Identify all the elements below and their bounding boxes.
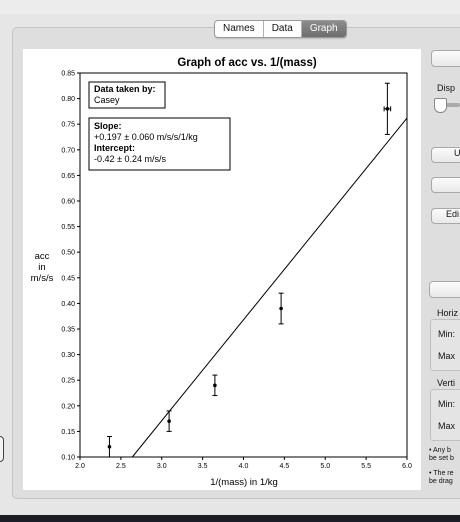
- note-2-line-1: • The re: [429, 470, 454, 477]
- x-tick-label: 2.5: [116, 463, 126, 470]
- horizontal-axis-box: [430, 319, 460, 371]
- y-tick-label: 0.65: [61, 172, 75, 180]
- y-tick-label: 0.20: [61, 403, 75, 411]
- data-marker: [279, 307, 283, 311]
- x-tick-label: 3.5: [197, 463, 208, 470]
- intercept-value: -0.42 ± 0.24 m/s/s: [94, 154, 166, 164]
- y-tick-label: 0.85: [61, 70, 75, 78]
- data-point: [279, 293, 284, 324]
- data-point: [384, 83, 391, 134]
- data-taken-name: Casey: [94, 95, 120, 105]
- horizontal-axis-label: Horiz: [437, 308, 459, 318]
- y-tick-label: 0.25: [61, 377, 75, 385]
- slope-label: Slope:: [94, 121, 122, 131]
- vertical-max-label: Max: [438, 421, 456, 431]
- horizontal-min-label: Min:: [438, 329, 456, 339]
- y-tick-label: 0.35: [61, 326, 75, 334]
- y-tick-label: 0.40: [61, 300, 75, 308]
- vertical-axis-label: Verti: [437, 378, 456, 388]
- y-tick-label: 0.30: [61, 352, 75, 360]
- data-point: [107, 437, 112, 457]
- x-tick-label: 5.5: [361, 463, 371, 470]
- toolbar-button-1[interactable]: [431, 50, 460, 67]
- y-axis-label-line-2: in: [38, 262, 46, 273]
- y-tick-label: 0.80: [61, 96, 75, 104]
- graph-panel: [23, 49, 421, 490]
- u-button-label: U: [454, 148, 460, 158]
- tab-graph[interactable]: Graph: [302, 21, 346, 37]
- bottom-dock-bar: [0, 515, 460, 522]
- vertical-axis-box: [430, 389, 460, 441]
- data-marker: [108, 445, 112, 449]
- y-axis-label-line-3: m/s/s: [30, 273, 54, 284]
- window-top-band: [0, 0, 460, 14]
- y-tick-label: 0.60: [61, 198, 75, 206]
- data-taken-box: [89, 82, 165, 108]
- data-taken-label: Data taken by:: [94, 84, 156, 94]
- fit-results-box: [89, 118, 230, 170]
- slope-value: +0.197 ± 0.060 m/s/s/1/kg: [94, 132, 198, 142]
- x-tick-label: 2.0: [75, 463, 85, 470]
- tab-names[interactable]: Names: [215, 21, 264, 37]
- left-edge-handle[interactable]: [0, 436, 4, 462]
- display-slider-knob[interactable]: [434, 98, 447, 113]
- acc-vs-inverse-mass-chart: [23, 49, 421, 490]
- y-tick-label: 0.45: [61, 275, 75, 283]
- x-tick-label: 6.0: [402, 463, 412, 470]
- data-marker: [213, 384, 217, 388]
- x-tick-label: 4.0: [238, 463, 249, 470]
- y-tick-label: 0.55: [61, 224, 75, 232]
- display-label: Disp: [437, 83, 456, 93]
- y-tick-label: 0.50: [61, 249, 75, 257]
- vertical-min-label: Min:: [438, 399, 456, 409]
- y-tick-label: 0.70: [61, 147, 75, 155]
- y-axis-ticks: [61, 71, 80, 462]
- y-tick-label: 0.10: [61, 454, 75, 462]
- y-axis-label-line-1: acc: [34, 251, 50, 262]
- y-tick-label: 0.15: [61, 428, 75, 436]
- edit-button[interactable]: [431, 208, 460, 224]
- x-tick-label: 4.5: [279, 463, 290, 470]
- note-1-line-2: be set b: [429, 455, 454, 462]
- view-tabs: [214, 20, 347, 38]
- x-tick-label: 5.0: [320, 463, 331, 470]
- intercept-label: Intercept:: [94, 143, 136, 153]
- data-marker: [386, 107, 390, 111]
- toolbar-button-2[interactable]: [431, 177, 460, 193]
- data-point: [212, 375, 217, 395]
- data-marker: [167, 419, 171, 423]
- note-1-line-1: • Any b: [429, 447, 451, 454]
- x-axis-label: 1/(mass) in 1/kg: [210, 477, 278, 488]
- x-tick-label: 3.0: [156, 463, 167, 470]
- toolbar-button-3[interactable]: [429, 281, 460, 298]
- u-button[interactable]: [431, 147, 460, 163]
- tab-data[interactable]: Data: [264, 21, 302, 37]
- y-tick-label: 0.75: [61, 121, 75, 129]
- edit-button-label: Edi: [446, 209, 460, 219]
- x-axis-ticks: [75, 457, 412, 470]
- chart-title: Graph of acc vs. 1/(mass): [177, 57, 317, 69]
- note-2-line-2: be drag: [429, 478, 453, 485]
- horizontal-max-label: Max: [438, 351, 456, 361]
